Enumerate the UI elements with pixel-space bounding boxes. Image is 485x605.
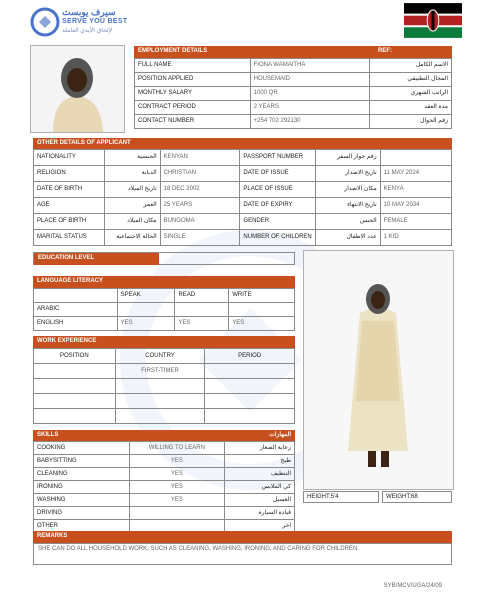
skill-value: YES xyxy=(129,481,225,494)
row-label-ar: الجنسية xyxy=(105,150,161,166)
row-value: SINGLE xyxy=(160,230,240,246)
row-value: HOUSEMAID xyxy=(250,73,370,87)
row-value: 18 DEC 2002 xyxy=(160,182,240,198)
row-label: DATE OF ISSUE xyxy=(240,166,315,182)
table-row xyxy=(34,214,452,230)
skill-value: YES xyxy=(129,455,225,468)
language-name: ENGLISH xyxy=(34,317,118,331)
country-cell xyxy=(115,409,205,424)
skill-name: IRONING xyxy=(34,481,130,494)
row-label: MONTHLY SALARY xyxy=(135,87,251,101)
skill-name-ar: قيادة السيارة xyxy=(225,507,295,520)
period-cell xyxy=(205,364,295,379)
row-value: FEMALE xyxy=(380,214,451,230)
row-value: BUNGOMA xyxy=(160,214,240,230)
row-label-ar: الراتب الشهري xyxy=(370,87,452,101)
row-label-ar: رقم الجوال xyxy=(370,115,452,129)
column-header-period: PERIOD xyxy=(205,349,295,364)
row-value: FIONA WAMAITHA xyxy=(250,59,370,73)
row-label: PASSPORT NUMBER xyxy=(240,150,315,166)
education-level-row xyxy=(33,252,295,265)
row-label: POSITION APPLIED xyxy=(135,73,251,87)
period-cell xyxy=(205,394,295,409)
skill-value: YES xyxy=(129,468,225,481)
skill-name-ar: التنظيف xyxy=(225,468,295,481)
remarks-text: SHE CAN DO ALL HOUSEHOLD WORK, SUCH AS CLEANING, WASHING, IRONING, AND CARING FOR CHILDREN. xyxy=(33,543,452,565)
skills-header-ar: المهارات xyxy=(269,432,291,438)
row-label-ar: تاريخ الاصدار xyxy=(315,166,380,182)
table-row xyxy=(34,481,295,494)
table-row xyxy=(135,87,452,101)
period-cell xyxy=(205,409,295,424)
table-row xyxy=(34,409,295,424)
row-value: 25 YEARS xyxy=(160,198,240,214)
table-row xyxy=(34,166,452,182)
row-label: MARITAL STATUS xyxy=(34,230,105,246)
read-value xyxy=(175,303,229,317)
row-label-ar: عدد الاطفال xyxy=(315,230,380,246)
education-level-label: EDUCATION LEVEL xyxy=(34,253,159,265)
row-value: +254 702 292130 xyxy=(250,115,370,129)
row-value: CHRISTIAN xyxy=(160,166,240,182)
speak-value xyxy=(117,303,175,317)
row-label: FULL NAME xyxy=(135,59,251,73)
skills-table xyxy=(33,441,295,533)
table-row xyxy=(34,379,295,394)
applicant-headshot-photo xyxy=(30,45,125,133)
skill-value: WILLING TO LEARN xyxy=(129,442,225,455)
skill-name-ar: اخر xyxy=(225,520,295,533)
row-label-ar: العمر xyxy=(105,198,161,214)
table-row xyxy=(135,101,452,115)
row-label-ar: تاريخ الانتهاء xyxy=(315,198,380,214)
table-row xyxy=(34,394,295,409)
row-label: CONTRACT PERIOD xyxy=(135,101,251,115)
kenya-flag-icon xyxy=(404,3,462,38)
country-cell xyxy=(115,379,205,394)
logo-brand-en: SERVE YOU BEST xyxy=(62,18,128,25)
row-label: DATE OF EXPIRY xyxy=(240,198,315,214)
skills-header-label: SKILLS xyxy=(37,432,59,438)
table-row xyxy=(34,455,295,468)
row-label-ar: المجال التطبيقي xyxy=(370,73,452,87)
table-header-row xyxy=(34,289,295,303)
row-value: 2 YEARS xyxy=(250,101,370,115)
position-cell xyxy=(34,364,116,379)
language-literacy-header: LANGUAGE LITERACY xyxy=(33,276,295,288)
table-row xyxy=(34,442,295,455)
row-label: NATIONALITY xyxy=(34,150,105,166)
skill-name-ar: طبخ xyxy=(225,455,295,468)
country-cell xyxy=(115,394,205,409)
table-row xyxy=(34,507,295,520)
column-header-read: READ xyxy=(175,289,229,303)
row-value: KENYA xyxy=(380,182,451,198)
row-label: PLACE OF BIRTH xyxy=(34,214,105,230)
row-value: KENYAN xyxy=(160,150,240,166)
skill-value xyxy=(129,507,225,520)
skill-name: DRIVING xyxy=(34,507,130,520)
employment-header-label: EMPLOYMENT DETAILS xyxy=(138,48,208,54)
read-value: YES xyxy=(175,317,229,331)
period-cell xyxy=(205,379,295,394)
column-header-country: COUNTRY xyxy=(115,349,205,364)
logo-brand-ar: سيرف يوبست xyxy=(62,7,116,17)
row-label: NUMBER OF CHILDREN xyxy=(240,230,315,246)
weight-field: WEIGHT:68 xyxy=(382,491,452,503)
other-details-table xyxy=(33,149,452,246)
row-label-ar: الديانة xyxy=(105,166,161,182)
skill-name-ar: الغسيل xyxy=(225,494,295,507)
row-label-ar: رقم جواز السفر xyxy=(315,150,380,166)
skill-value: YES xyxy=(129,494,225,507)
other-details-header: OTHER DETAILS OF APPLICANT xyxy=(33,138,452,149)
table-row xyxy=(135,115,452,129)
row-label: GENDER xyxy=(240,214,315,230)
logo-emblem-icon xyxy=(30,7,60,37)
employment-details-table xyxy=(134,58,452,129)
table-row xyxy=(34,182,452,198)
table-row xyxy=(135,59,452,73)
row-value: 11 MAY 2024 xyxy=(380,166,451,182)
row-value xyxy=(380,150,451,166)
row-label: CONTACT NUMBER xyxy=(135,115,251,129)
table-row xyxy=(34,198,452,214)
position-cell xyxy=(34,409,116,424)
row-label-ar: الحالة الاجتماعية xyxy=(105,230,161,246)
language-literacy-table xyxy=(33,288,295,331)
empty-cell xyxy=(34,289,118,303)
row-label: AGE xyxy=(34,198,105,214)
logo-tagline-ar: لإلحاق الأيدي العاملة xyxy=(62,28,113,34)
row-label: RELIGION xyxy=(34,166,105,182)
work-experience-table xyxy=(33,348,295,424)
table-row xyxy=(34,468,295,481)
height-field: HEIGHT:5'4 xyxy=(303,491,379,503)
work-experience-header: WORK EXPERIENCE xyxy=(33,336,295,348)
column-header-position: POSITION xyxy=(34,349,116,364)
write-value xyxy=(229,303,295,317)
skill-name: OTHER xyxy=(34,520,130,533)
row-label-ar: مكان الاصدار xyxy=(315,182,380,198)
column-header-write: WRITE xyxy=(229,289,295,303)
speak-value: YES xyxy=(117,317,175,331)
row-value: 1 KID xyxy=(380,230,451,246)
row-label-ar: مدة العقد xyxy=(370,101,452,115)
table-row xyxy=(34,150,452,166)
skills-header xyxy=(33,430,295,441)
row-value: 1000 QR xyxy=(250,87,370,101)
write-value: YES xyxy=(229,317,295,331)
country-cell: FIRST-TIMER xyxy=(115,364,205,379)
skill-name: WASHING xyxy=(34,494,130,507)
ref-label: REF: xyxy=(378,48,392,54)
row-label-ar: تاريخ الميلاد xyxy=(105,182,161,198)
employment-details-header xyxy=(134,46,452,58)
row-label-ar: مكان الميلاد xyxy=(105,214,161,230)
table-row xyxy=(34,364,295,379)
row-label-ar: الاسم الكامل xyxy=(370,59,452,73)
row-label: PLACE OF ISSUE xyxy=(240,182,315,198)
skill-name: CLEANING xyxy=(34,468,130,481)
skill-name-ar: رعاية الصغار xyxy=(225,442,295,455)
position-cell xyxy=(34,379,116,394)
document-code: SYB/MCV/UGA/24/09 xyxy=(383,583,442,589)
skill-name: COOKING xyxy=(34,442,130,455)
column-header-speak: SPEAK xyxy=(117,289,175,303)
skill-name: BABYSITTING xyxy=(34,455,130,468)
table-row xyxy=(34,303,295,317)
table-row xyxy=(34,494,295,507)
table-row xyxy=(34,317,295,331)
table-row xyxy=(135,73,452,87)
applicant-full-body-photo xyxy=(303,250,454,490)
row-label-ar: الجنس xyxy=(315,214,380,230)
row-label: DATE OF BIRTH xyxy=(34,182,105,198)
remarks-header: REMARKS xyxy=(33,531,452,543)
company-logo xyxy=(30,5,140,41)
skill-name-ar: كي الملابس xyxy=(225,481,295,494)
table-row xyxy=(34,230,452,246)
position-cell xyxy=(34,394,116,409)
language-name: ARABIC xyxy=(34,303,118,317)
table-header-row xyxy=(34,349,295,364)
row-value: 10 MAY 2034 xyxy=(380,198,451,214)
